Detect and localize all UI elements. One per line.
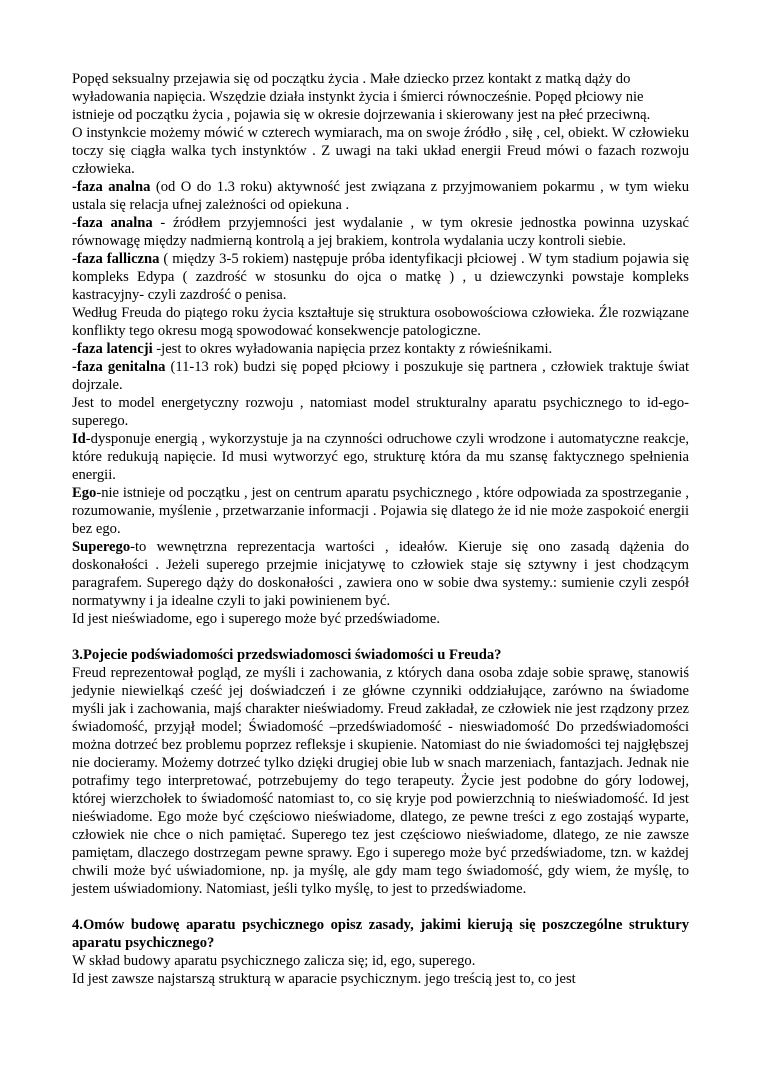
intro-paragraph-2: O instynkcie możemy mówić w czterech wymiarach, ma on swoje źródło , siłę , cel, obiekt. W człowieku toczy się ciągła walka tych instynktów . Z uwagi na taki układ energii Freud mówi o fazach rozwoju człowieka. bbox=[72, 125, 689, 177]
phase-term: -faza genitalna bbox=[72, 359, 166, 375]
phase-term: -faza latencji bbox=[72, 341, 153, 357]
structure-term: Id bbox=[72, 431, 86, 447]
phase-latency: -faza latencji -jest to okres wyładowania napięcia przez kontakty z rówieśnikami. bbox=[72, 341, 553, 357]
document-page bbox=[72, 70, 689, 988]
phase-phallic: -faza falliczna ( między 3-5 rokiem) następuje próba identyfikacji płciowej . W tym stadium pojawia się kompleks Edypa ( zazdrość w stosunku do ojca o matkę ) , u dziewczynki powstaje kompleks kastracyjny- czyli zazdrość o penisa. bbox=[72, 251, 689, 303]
freud-note: Według Freuda do piątego roku życia kształtuje się struktura osobowościowa człowieka. Źle rozwiązane konflikty tego okresu mogą spowodować konsekwencje patologiczne. bbox=[72, 305, 689, 339]
section-4-line-2: Id jest zawsze najstarszą strukturą w aparacie psychicznym. jego treścią jest to, co jest bbox=[72, 971, 576, 987]
spacer bbox=[72, 628, 689, 646]
spacer bbox=[72, 898, 689, 916]
structure-id: Id-dysponuje energią , wykorzystuje ja na czynności odruchowe czyli wrodzone i automatyczne reakcje, które redukują napięcie. Id musi wytworzyć ego, strukturę która da mu szansę faktycznego spełnienia energii. bbox=[72, 431, 689, 483]
structure-term: Superego bbox=[72, 539, 131, 555]
intro-paragraph-1: Popęd seksualny przejawia się od początku życia . Małe dziecko przez kontakt z matką dąży do wyładowania napięcia. Wszędzie działa instynkt życia i śmierci równocześnie. Popęd płciowy nie istnieje od początku życia , pojawia się w okresie dojrzewania i skierowany jest na płeć przeciwną. bbox=[72, 71, 651, 123]
structure-term: Ego bbox=[72, 485, 97, 501]
structure-ego: Ego-nie istnieje od początku , jest on centrum aparatu psychicznego , które odpowiada za spostrzeganie , rozumowanie, myślenie , przetwarzanie informacji . Pojawia się dlatego że id nie może zaspokoić energii bez ego. bbox=[72, 485, 689, 537]
id-note: Id jest nieświadome, ego i superego może być przedświadome. bbox=[72, 611, 440, 627]
model-paragraph: Jest to model energetyczny rozwoju , natomiast model strukturalny aparatu psychicznego to id-ego- superego. bbox=[72, 395, 689, 429]
phase-anal: -faza analna - źródłem przyjemności jest wydalanie , w tym okresie jednostka powinna uzyskać równowagę między nadmierną kontrolą a jej brakiem, kontrola wydalania uczy kontroli siebie. bbox=[72, 215, 689, 249]
phase-genital: -faza genitalna (11-13 rok) budzi się popęd płciowy i poszukuje się partnera , człowiek traktuje świat dojrzale. bbox=[72, 359, 690, 393]
phase-oral: -faza analna (od O do 1.3 roku) aktywność jest związana z przyjmowaniem pokarmu , w tym wieku ustala się relacja ufnej zależności od opiekuna . bbox=[72, 179, 689, 213]
phase-term: -faza analna bbox=[72, 215, 153, 231]
section-4-heading: 4.Omów budowę aparatu psychicznego opisz zasady, jakimi kierują się poszczególne struktury aparatu psychicznego? bbox=[72, 917, 689, 951]
section-3-heading: 3.Pojecie podświadomości przedswiadomosci świadomości u Freuda? bbox=[72, 647, 502, 663]
structure-superego: Superego-to wewnętrzna reprezentacja wartości , ideałów. Kieruje się ono zasadą dążenia do doskonałości . Jeżeli superego przejmie inicjatywę to człowiek staje się sztywny i jest chodzącym paragrafem. Superego dąży do doskonałości , zawiera ono w sobie dwa systemy.: sumienie czyli zespół normatywny i ja idealne czyli to jaki powinienem być. bbox=[72, 539, 689, 609]
phase-term: -faza analna bbox=[72, 179, 151, 195]
phase-term: -faza falliczna bbox=[72, 251, 160, 267]
section-4-line-1: W skład budowy aparatu psychicznego zalicza się; id, ego, superego. bbox=[72, 953, 476, 969]
section-3-body: Freud reprezentował pogląd, ze myśli i zachowania, z których dana osoba zdaje sobie sprawę, stanowiś jedynie niewielkąś cześć jej doświadczeń i ze główne czynniki oddziałujące, zarówno na świadome myśli jak i zachowania, majś charakter nieświadomy. Freud zakładał, ze człowiek nie jest rządzony przez świadomość, przyjął model; Świadomość –przedświadomość - nieswiadomość Do przedświadomości można dotrzeć bez problemu poprzez refleksje i skupienie. Natomiast do nie świadomości tej najgłębszej nie docieramy. Możemy dotrzeć tylko dzięki drugiej obie lub w snach marzeniach, fantazjach. Jednak nie potrafimy tego interpretować, potrzebujemy do tego terapeuty. Życie jest podobne do góry lodowej, której wierzchołek to świadomość natomiast to, co się kryje pod powierzchnią to nieświadomość. Id jest nieświadome. Ego może być częściowo nieświadome, dlatego, ze pewne treści z ego zostająś wyparte, człowiek nie chce o nich pamiętać. Superego tez jest częściowo nieświadome, dlatego, ze nie zawsze pamiętam, dlaczego dostrzegam pewne sprawy. Ego i superego może być przedświadome, tzn. w każdej chwili może być uświadomione, np. ja myślę, ale gdy mam tego świadomość, gdy wiem, że myślę, to jestem uświadomiony. Natomiast, jeśli tylko myślę, to jest to przedświadome. bbox=[72, 665, 689, 897]
